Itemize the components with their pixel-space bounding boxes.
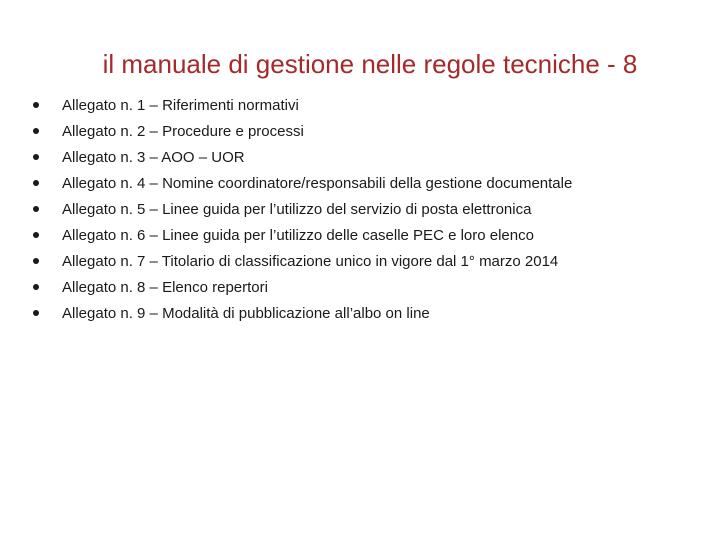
- bullet-dot-icon: [33, 128, 39, 134]
- bullet-dot-icon: [33, 258, 39, 264]
- slide-title: il manuale di gestione nelle regole tecniche - 8: [102, 49, 638, 79]
- bullet-text: Allegato n. 4 – Nomine coordinatore/responsabili della gestione documentale: [62, 174, 573, 192]
- bullet-text: Allegato n. 6 – Linee guida per l’utilizzo delle caselle PEC e loro elenco: [62, 226, 534, 244]
- list-item: [30, 170, 710, 196]
- list-item: [30, 300, 710, 326]
- bullet-text: Allegato n. 5 – Linee guida per l’utilizzo del servizio di posta elettronica: [62, 200, 532, 218]
- list-item: [30, 274, 710, 300]
- list-item: [30, 144, 710, 170]
- list-item: [30, 222, 710, 248]
- bullet-dot-icon: [33, 284, 39, 290]
- list-item: [30, 248, 710, 274]
- list-item: [30, 196, 710, 222]
- bullet-text: Allegato n. 8 – Elenco repertori: [62, 278, 268, 296]
- bullet-text: Allegato n. 2 – Procedure e processi: [62, 122, 304, 140]
- bullet-text: Allegato n. 3 – AOO – UOR: [62, 148, 245, 166]
- bullet-text: Allegato n. 9 – Modalità di pubblicazione all’albo on line: [62, 304, 430, 322]
- bullet-list: [30, 92, 710, 326]
- list-item: [30, 118, 710, 144]
- bullet-text: Allegato n. 1 – Riferimenti normativi: [62, 96, 299, 114]
- bullet-dot-icon: [33, 206, 39, 212]
- bullet-dot-icon: [33, 154, 39, 160]
- bullet-dot-icon: [33, 102, 39, 108]
- bullet-dot-icon: [33, 180, 39, 186]
- bullet-dot-icon: [33, 232, 39, 238]
- list-item: [30, 92, 710, 118]
- bullet-text: Allegato n. 7 – Titolario di classificazione unico in vigore dal 1° marzo 2014: [62, 252, 559, 270]
- bullet-dot-icon: [33, 310, 39, 316]
